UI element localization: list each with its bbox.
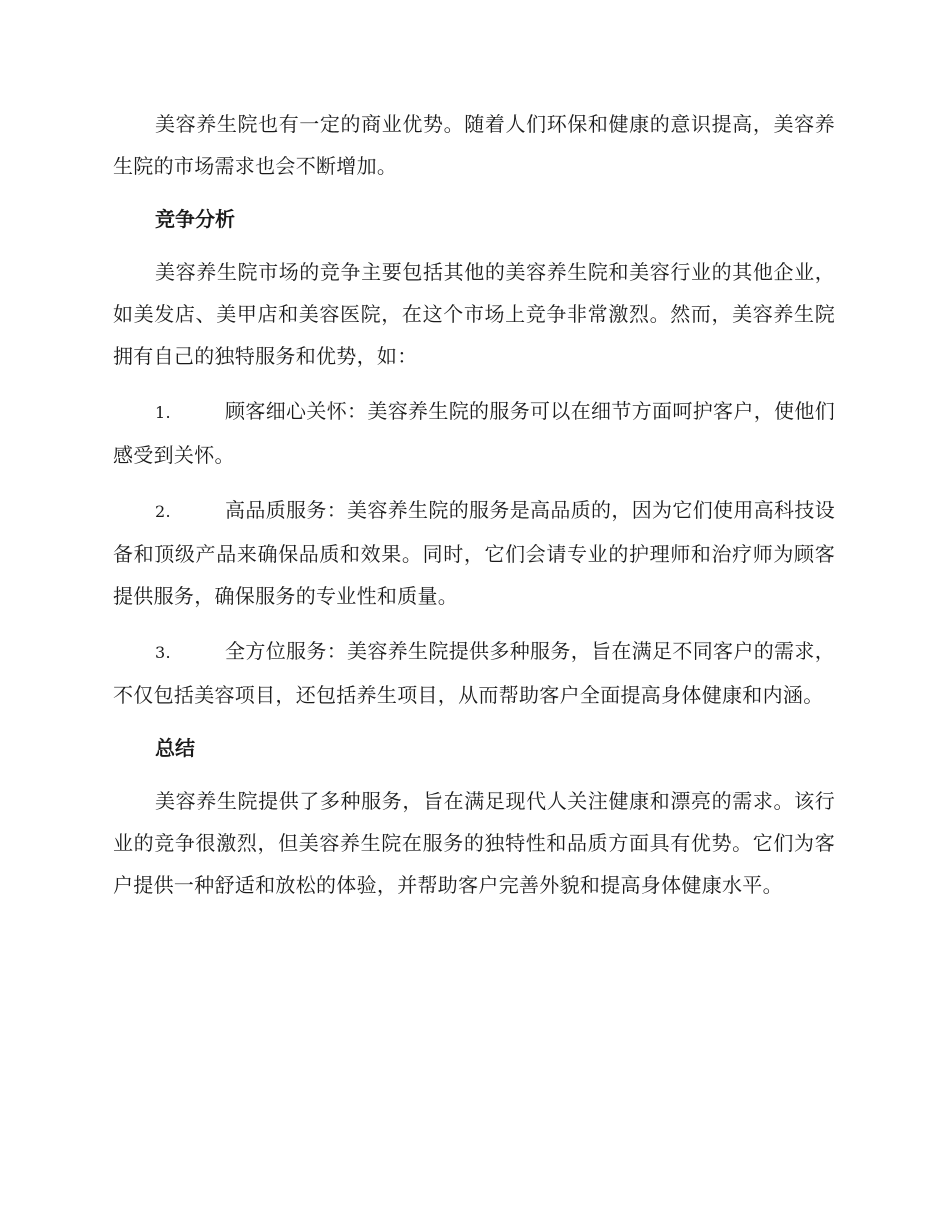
- list-item-number: 3.: [155, 643, 171, 662]
- list-item-number: 1.: [155, 403, 171, 422]
- intro-paragraph: 美容养生院也有一定的商业优势。随着人们环保和健康的意识提高，美容养生院的市场需求也会不断增加。: [113, 112, 835, 178]
- list-item: [113, 630, 835, 716]
- list-item-number: 2.: [155, 502, 171, 521]
- list-item-text: 高品质服务：美容养生院的服务是高品质的，因为它们使用高科技设备和顶级产品来确保品质和效果。同时，它们会请专业的护理师和治疗师为顾客提供服务，确保服务的专业性和质量。: [113, 498, 835, 608]
- list-item: [113, 489, 835, 617]
- list-item: [113, 390, 835, 476]
- list-item-text: 全方位服务：美容养生院提供多种服务，旨在满足不同客户的需求，不仅包括美容项目，还包括养生项目，从而帮助客户全面提高身体健康和内涵。: [113, 639, 835, 707]
- summary-heading: 总结: [155, 736, 195, 760]
- document-page: [113, 103, 835, 906]
- summary-paragraph: 美容养生院提供了多种服务，旨在满足现代人关注健康和漂亮的需求。该行业的竞争很激烈，但美容养生院在服务的独特性和品质方面具有优势。它们为客户提供一种舒适和放松的体验，并帮助客户完善外貌和提高身体健康水平。: [113, 789, 835, 897]
- competition-heading: 竞争分析: [155, 207, 235, 231]
- competition-paragraph: 美容养生院市场的竞争主要包括其他的美容养生院和美容行业的其他企业，如美发店、美甲店和美容医院，在这个市场上竞争非常激烈。然而，美容养生院拥有自己的独特服务和优势，如：: [113, 260, 835, 368]
- list-item-text: 顾客细心关怀：美容养生院的服务可以在细节方面呵护客户，使他们感受到关怀。: [113, 399, 835, 467]
